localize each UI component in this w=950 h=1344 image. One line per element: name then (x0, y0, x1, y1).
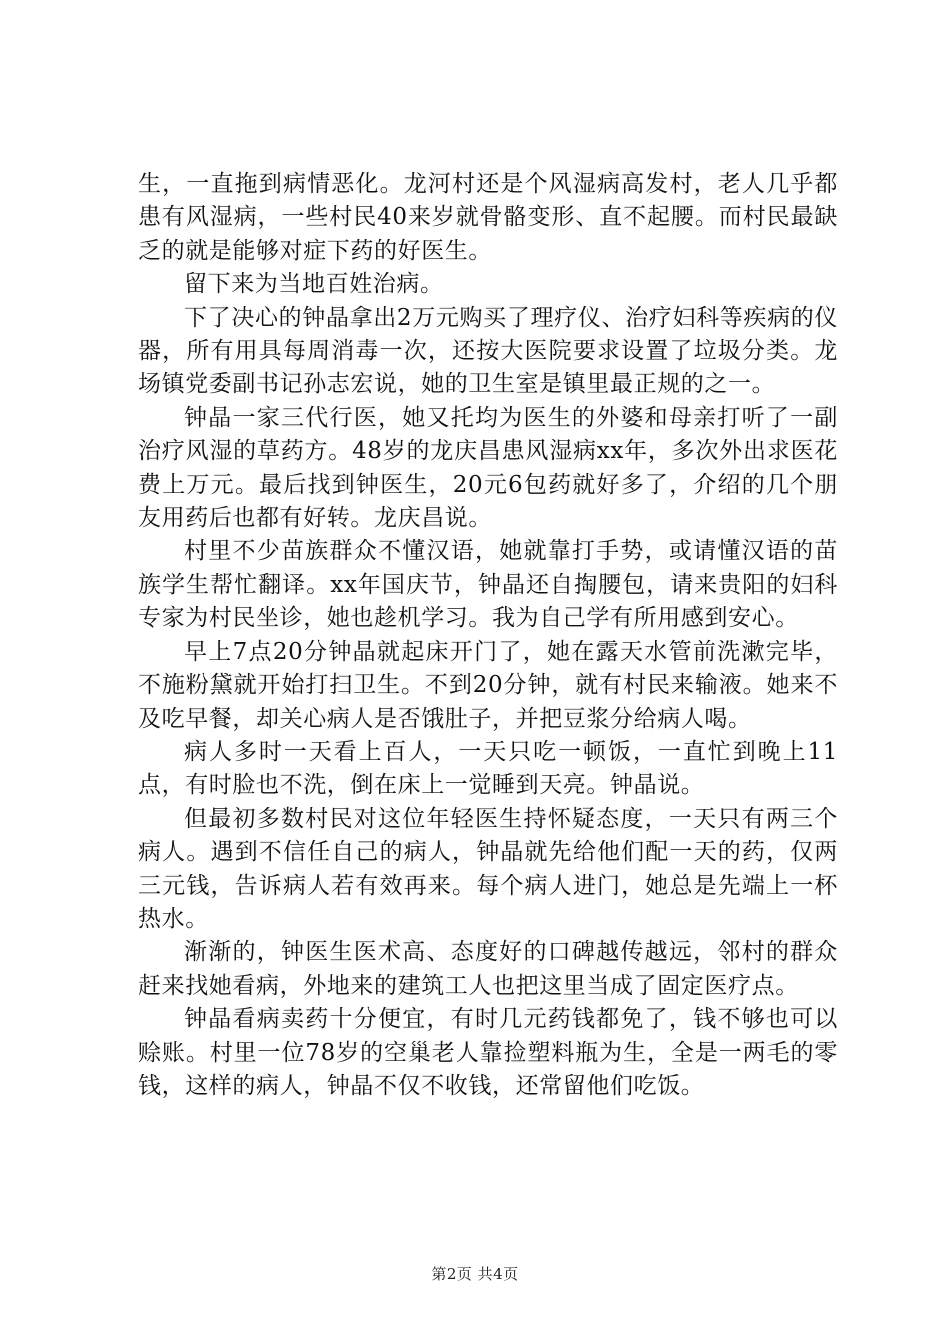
paragraph-8: 但最初多数村民对这位年轻医生持怀疑态度，一天只有两三个病人。遇到不信任自己的病人，钟晶就先给他们配一天的药，仅两三元钱，告诉病人若有效再来。每个病人进门，她总是先端上一杯热水。 (138, 805, 838, 932)
paragraph-9: 渐渐的，钟医生医术高、态度好的口碑越传越远，邻村的群众赶来找她看病，外地来的建筑工人也把这里当成了固定医疗点。 (138, 939, 838, 999)
paragraph-7: 病人多时一天看上百人，一天只吃一顿饭，一直忙到晚上11点，有时脸也不洗，倒在床上一觉睡到天亮。钟晶说。 (138, 738, 838, 799)
paragraph-1: 生，一直拖到病情恶化。龙河村还是个风湿病高发村，老人几乎都患有风湿病，一些村民40来岁就骨骼变形、直不起腰。而村民最缺乏的就是能够对症下药的好医生。 (138, 171, 838, 264)
paragraph-10: 钟晶看病卖药十分便宜，有时几元药钱都免了，钱不够也可以赊账。村里一位78岁的空巢老人靠捡塑料瓶为生，全是一两毛的零钱，这样的病人，钟晶不仅不收钱，还常留他们吃饭。 (138, 1006, 838, 1099)
document-body (138, 168, 838, 1103)
paragraph-5: 村里不少苗族群众不懂汉语，她就靠打手势，或请懂汉语的苗族学生帮忙翻译。xx年国庆节，钟晶还自掏腰包，请来贵阳的妇科专家为村民坐诊，她也趁机学习。我为自己学有所用感到安心。 (138, 538, 838, 632)
paragraph-2: 留下来为当地百姓治病。 (184, 271, 444, 298)
paragraph-3: 下了决心的钟晶拿出2万元购买了理疗仪、治疗妇科等疾病的仪器，所有用具每周消毒一次，还按大医院要求设置了垃圾分类。龙场镇党委副书记孙志宏说，她的卫生室是镇里最正规的之一。 (138, 304, 838, 398)
page-number-footer: 第2页 共4页 (431, 1265, 519, 1283)
paragraph-4: 钟晶一家三代行医，她又托均为医生的外婆和母亲打听了一副治疗风湿的草药方。48岁的龙庆昌患风湿病xx年，多次外出求医花费上万元。最后找到钟医生，20元6包药就好多了，介绍的几个朋友用药后也都有好转。龙庆昌说。 (138, 404, 838, 532)
paragraph-6: 早上7点20分钟晶就起床开门了，她在露天水管前洗漱完毕，不施粉黛就开始打扫卫生。不到20分钟，就有村民来输液。她来不及吃早餐，却关心病人是否饿肚子，并把豆浆分给病人喝。 (138, 638, 838, 732)
